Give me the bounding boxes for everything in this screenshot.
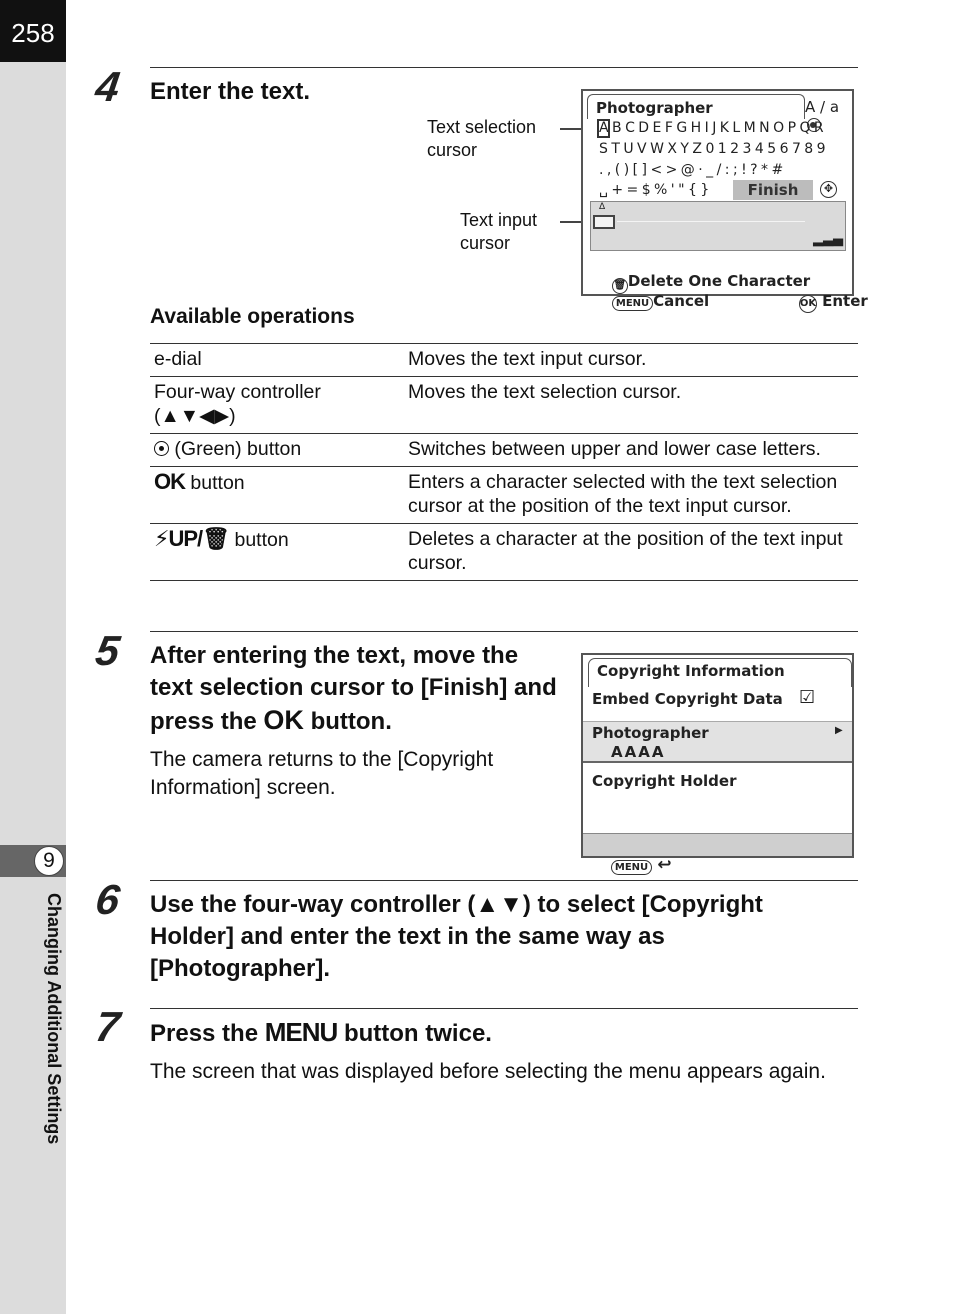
- op-key: Four-way controller (▲▼◀▶): [150, 377, 404, 434]
- table-row: [150, 377, 858, 434]
- op-key: (Green) button: [174, 438, 302, 460]
- callout-input-cursor: Text input cursor: [460, 210, 538, 253]
- ok-button-icon: OK: [154, 469, 185, 494]
- operations-table: [150, 343, 858, 581]
- enter-row: [778, 274, 868, 331]
- photographer-value: AAAA: [611, 743, 666, 761]
- menu-key-icon: MENU: [612, 296, 653, 311]
- holder-label[interactable]: Copyright Holder: [592, 772, 737, 790]
- op-key-cell: [150, 434, 404, 467]
- back-icon[interactable]: ↩: [657, 855, 672, 875]
- step7-number: 7: [92, 1003, 123, 1050]
- cancel-label[interactable]: Cancel: [653, 292, 710, 310]
- op-desc: Enters a character selected with the text selection cursor at the position of the text input cursor.: [404, 467, 858, 524]
- text-selection-cursor: [597, 119, 610, 138]
- input-underline: [617, 221, 805, 222]
- char-row-1[interactable]: A B C D E F G H I J K L M N O P Q R: [599, 120, 824, 136]
- op-desc: Deletes a character at the position of the text input cursor.: [404, 524, 858, 581]
- step5-title: [150, 640, 560, 738]
- step5-title-part1: After entering the text, move the text selection cursor to [Finish] and press the: [150, 642, 557, 735]
- op-key-cell: [150, 467, 404, 524]
- op-key: button: [234, 529, 289, 551]
- step6-number: 6: [92, 876, 123, 923]
- table-row: [150, 344, 858, 377]
- ok-button-icon: OK: [263, 705, 304, 735]
- op-key: button: [190, 472, 245, 494]
- cancel-row: [591, 274, 709, 329]
- ok-key-icon: OK: [799, 295, 817, 313]
- step4-rule: [150, 67, 858, 68]
- text-entry-screen: [581, 89, 868, 310]
- menu-key-icon: MENU: [611, 860, 652, 875]
- step4-title: Enter the text.: [150, 78, 311, 105]
- embed-checkbox[interactable]: ☑: [799, 687, 816, 708]
- step6-rule: [150, 880, 858, 881]
- char-row-4[interactable]: ␣ + = $ % ' " { }: [599, 182, 709, 198]
- char-row-2[interactable]: S T U V W X Y Z 0 1 2 3 4 5 6 7 8 9: [599, 141, 826, 157]
- step5-rule: [150, 631, 858, 632]
- photographer-label: Photographer: [592, 724, 709, 742]
- page-number: 258: [0, 0, 66, 62]
- step7-rule: [150, 1008, 858, 1009]
- op-key-cell: [150, 524, 404, 581]
- table-row: [150, 524, 858, 581]
- chevron-right-icon: ▶: [835, 725, 843, 736]
- op-desc: Switches between upper and lower case letters.: [404, 434, 858, 467]
- op-desc: Moves the text input cursor.: [404, 344, 858, 377]
- screen-title: Copyright Information: [597, 662, 785, 680]
- op-desc: Moves the text selection cursor.: [404, 377, 858, 434]
- footer-row: [590, 837, 672, 893]
- table-row: [150, 467, 858, 524]
- chapter-number: 9: [34, 846, 64, 876]
- step7-body: The screen that was displayed before selecting the menu appears again.: [150, 1060, 826, 1083]
- case-indicator: A / a: [805, 98, 840, 116]
- text-input-cursor: [593, 215, 615, 229]
- table-row: [150, 434, 858, 467]
- four-way-controller-icon: ✥: [820, 181, 837, 198]
- delete-label: Delete One Character: [627, 272, 811, 290]
- char-row-3[interactable]: . , ( ) [ ] < > @ · _ / : ; ! ? * #: [599, 162, 783, 178]
- step5-title-part2: button.: [310, 708, 392, 735]
- e-dial-icon: ▂▃▄: [813, 232, 843, 247]
- step7-title: [150, 1016, 492, 1050]
- embed-label[interactable]: Embed Copyright Data: [592, 690, 783, 708]
- chapter-title: Changing Additional Settings: [44, 893, 64, 1145]
- op-key: e-dial: [150, 344, 404, 377]
- trash-icon: 🗑: [612, 278, 628, 294]
- step4-number: 4: [92, 63, 123, 110]
- input-caret: Δ: [599, 202, 606, 212]
- flash-up-trash-icon: ⚡UP/🗑: [154, 526, 230, 551]
- callout-selection-cursor: Text selection cursor: [427, 117, 537, 160]
- menu-button-icon: MENU: [264, 1017, 338, 1047]
- step7-title-part1: Press the: [150, 1020, 259, 1047]
- enter-label[interactable]: Enter: [822, 292, 868, 310]
- finish-button[interactable]: Finish: [733, 180, 813, 200]
- text-input-area[interactable]: [590, 201, 846, 251]
- step6-title: Use the four-way controller (▲▼) to select [Copyright Holder] and enter the text in the same way as [Photographer].: [150, 891, 763, 982]
- ops-heading: Available operations: [150, 305, 355, 328]
- screen-title: Photographer: [596, 99, 713, 117]
- copyright-info-screen: [581, 653, 854, 875]
- step5-number: 5: [92, 627, 123, 674]
- step7-title-part2: button twice.: [343, 1020, 492, 1047]
- step5-body: The camera returns to the [Copyright Information] screen.: [150, 748, 494, 799]
- green-button-icon: [154, 441, 169, 456]
